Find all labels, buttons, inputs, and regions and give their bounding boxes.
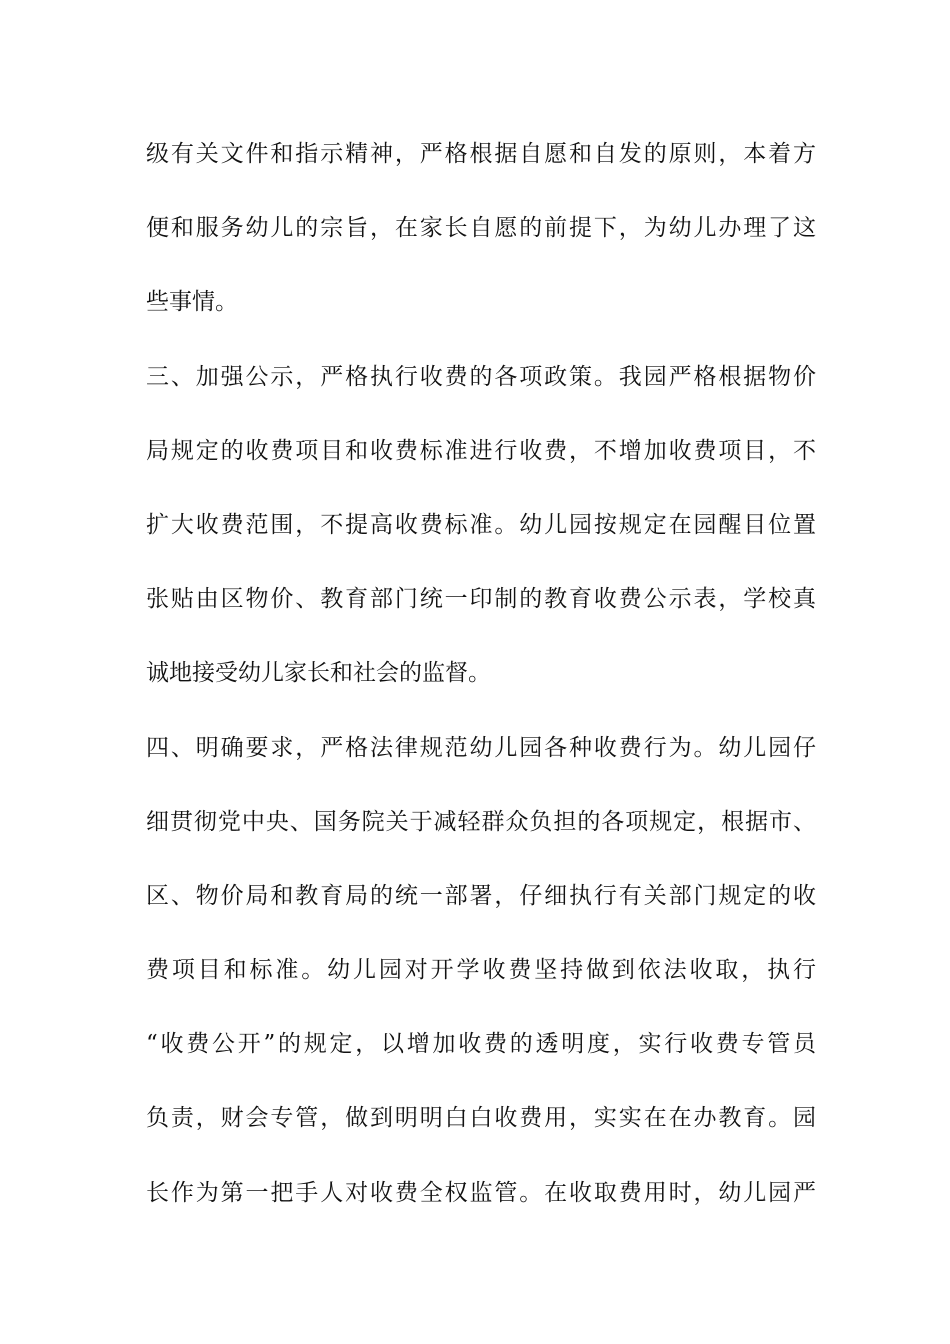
text-line: 区、物价局和教育局的统一部署，仔细执行有关部门规定的收	[146, 882, 816, 909]
text-line: 四、明确要求，严格法律规范幼儿园各种收费行为。幼儿园仔	[146, 734, 816, 761]
text-line: 费项目和标准。幼儿园对开学收费坚持做到依法收取，执行	[146, 957, 816, 984]
text-line: 长作为第一把手人对收费全权监管。在收取费用时，幼儿园严	[146, 1179, 816, 1206]
text-line: 扩大收费范围，不提高收费标准。幼儿园按规定在园醒目位置	[146, 511, 816, 538]
text-line: 便和服务幼儿的宗旨，在家长自愿的前提下，为幼儿办理了这	[146, 215, 816, 242]
text-line: 局规定的收费项目和收费标准进行收费，不增加收费项目，不	[146, 437, 816, 464]
body-text	[146, 132, 816, 1245]
text-line: “收费公开”的规定，以增加收费的透明度，实行收费专管员	[146, 1031, 816, 1058]
text-line: 负责，财会专管，做到明明白白收费用，实实在在办教育。园	[146, 1105, 816, 1132]
text-line: 些事情。	[146, 289, 238, 316]
text-line: 级有关文件和指示精神，严格根据自愿和自发的原则，本着方	[146, 141, 816, 167]
text-line: 诚地接受幼儿家长和社会的监督。	[146, 660, 491, 687]
text-line: 三、加强公示，严格执行收费的各项政策。我园严格根据物价	[146, 363, 816, 390]
text-line: 细贯彻党中央、国务院关于减轻群众负担的各项规定，根据市、	[146, 808, 816, 835]
text-line: 张贴由区物价、教育部门统一印制的教育收费公示表，学校真	[146, 586, 816, 613]
